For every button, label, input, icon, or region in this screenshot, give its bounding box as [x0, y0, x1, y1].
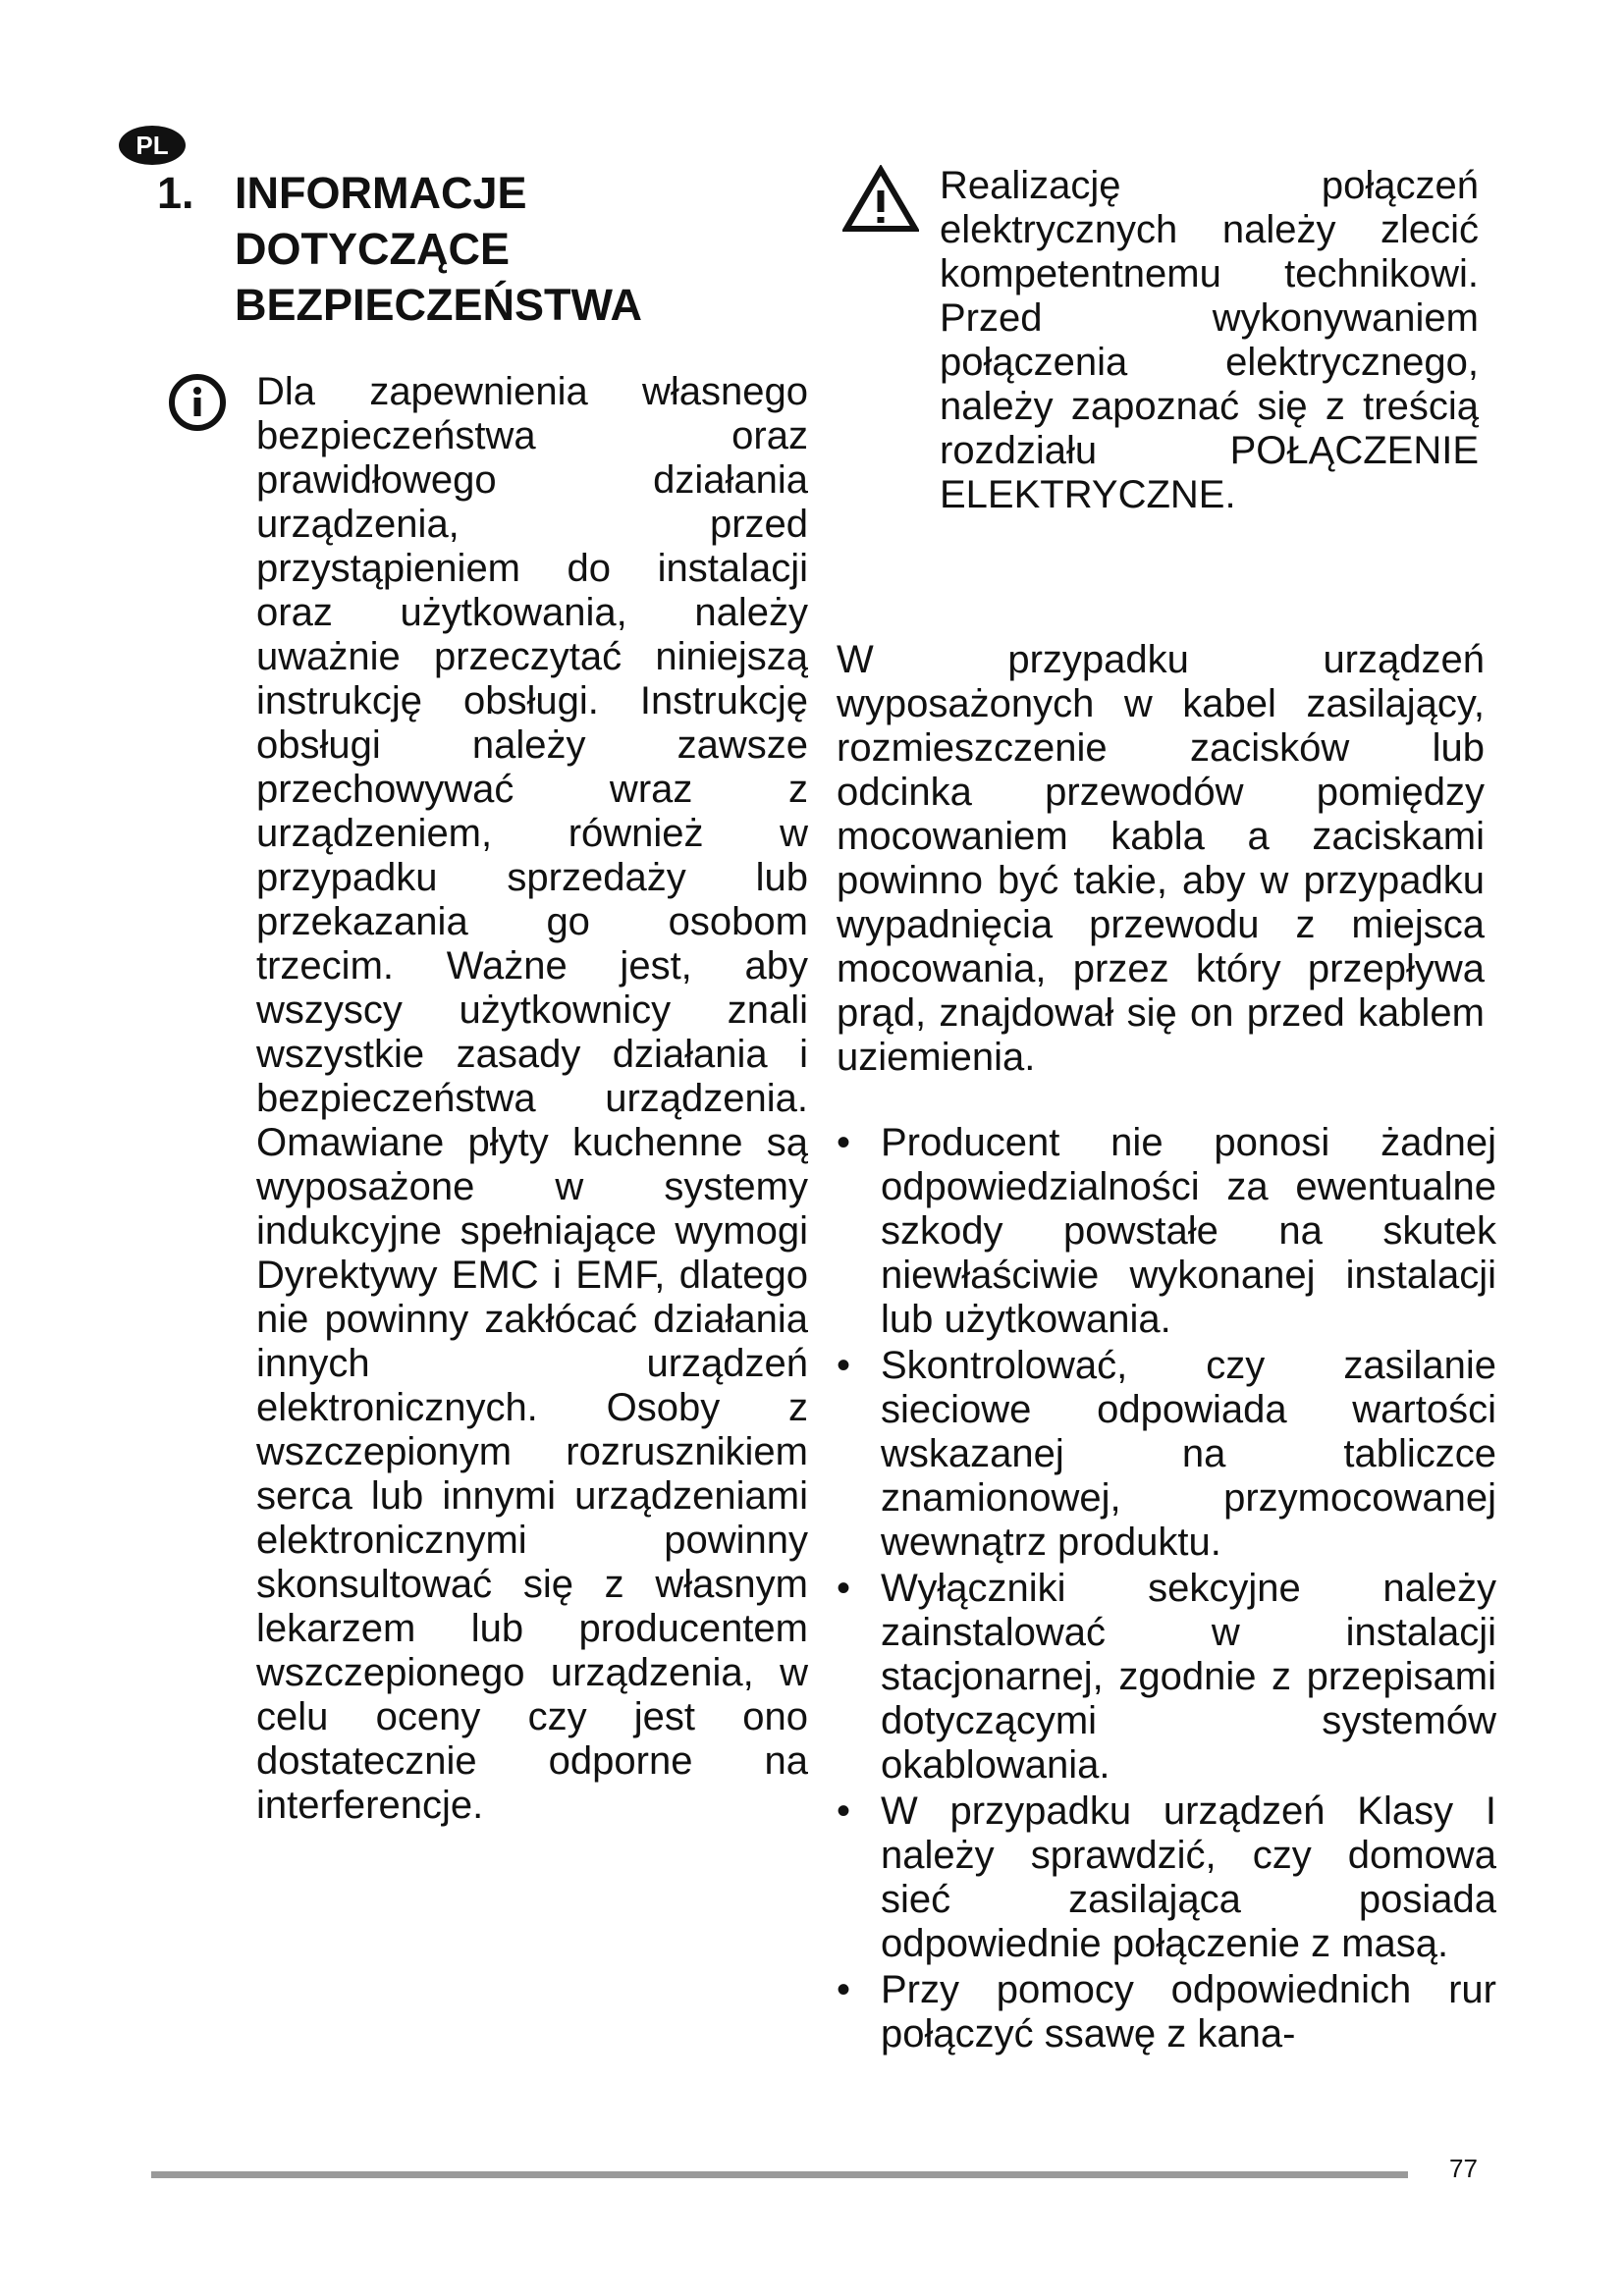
- list-item: • Przy pomocy odpowiednich rur połączyć ssawę z kana-: [837, 1968, 1496, 2056]
- section-number: 1.: [157, 168, 194, 218]
- electrical-warning-text: Realizację połączeń elektrycznych należy zlecić kompetentnemu technikowi. Przed wykonywaniem połączenia elektrycznego, należy zapoznać się z treścią rozdziału POŁĄCZENIE ELEKTRYCZNE.: [940, 164, 1479, 516]
- page-number: 77: [1449, 2154, 1478, 2183]
- section-heading: [157, 165, 766, 333]
- warning-triangle-icon: [842, 165, 919, 234]
- safety-intro-text: Dla zapewnienia własnego bezpieczeństwa oraz prawidłowego działania urządzenia, przed przystąpieniem do instalacji oraz użytkowania, należy uważnie przeczytać niniejszą instrukcję obsługi. Instrukcję obsługi należy zawsze przechowywać wraz z urządzeniem, również w przypadku sprzedaży lub przekazania go osobom trzecim. Ważne jest, aby wszyscy użytkownicy znali wszystkie zasady działania i bezpieczeństwa urządzenia. Omawiane płyty kuchenne są wyposażone w systemy indukcyjne spełniające wymogi Dyrektywy EMC i EMF, dlatego nie powinny zakłócać działania innych urządzeń elektronicznych. Osoby z wszczepionym rozrusznikiem serca lub innymi urządzeniami elektronicznymi powinny skonsultować się z własnym lekarzem lub producentem wszczepionego urządzenia, w celu oceny czy jest ono dostatecznie odporne na interferencje.: [256, 370, 808, 1827]
- list-item: • Wyłączniki sekcyjne należy zainstalować w instalacji stacjonarnej, zgodnie z przepisami dotyczącymi systemów okablowania.: [837, 1567, 1496, 1788]
- list-item: • W przypadku urządzeń Klasy I należy sprawdzić, czy domowa sieć zasilająca posiada odpowiednie połączenie z masą.: [837, 1789, 1496, 1966]
- list-item: • Producent nie ponosi żadnej odpowiedzialności za ewentualne szkody powstałe na skutek niewłaściwie wykonanej instalacji lub użytkowania.: [837, 1121, 1496, 1342]
- list-item: • Skontrolować, czy zasilanie sieciowe odpowiada wartości wskazanej na tabliczce znamionowej, przymocowanej wewnątrz produktu.: [837, 1344, 1496, 1565]
- power-cable-paragraph: W przypadku urządzeń wyposażonych w kabel zasilający, rozmieszczenie zacisków lub odcinka przewodów pomiędzy mocowaniem kabla a zaciskami powinno być takie, aby w przypadku wypadnięcia przewodu z miejsca mocowania, przez który przepływa prąd, znajdował się on przed kablem uziemienia.: [837, 638, 1485, 1079]
- section-title: INFORMACJE DOTYCZĄCE BEZPIECZEŃSTWA: [235, 168, 643, 330]
- language-badge: PL: [119, 126, 186, 165]
- safety-bullet-list: [837, 1121, 1496, 2058]
- footer-divider: [151, 2171, 1408, 2178]
- info-icon: [167, 372, 228, 433]
